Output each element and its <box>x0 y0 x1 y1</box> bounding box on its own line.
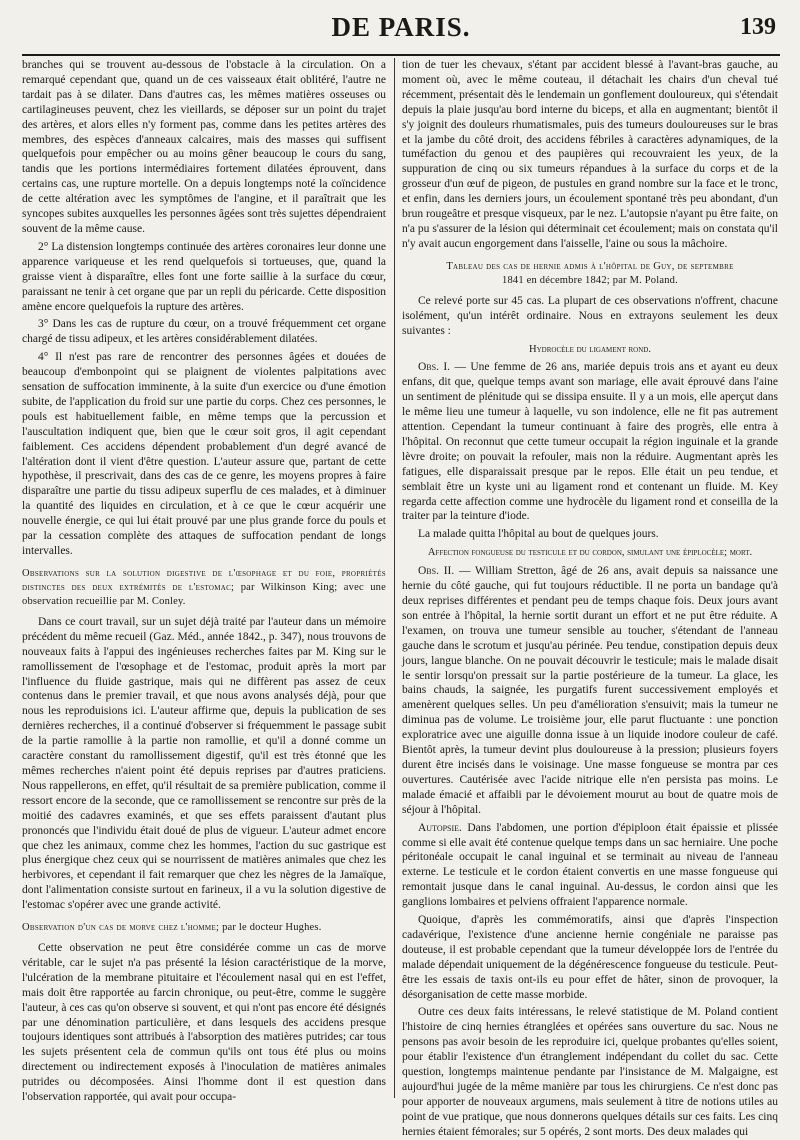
paragraph: 3° Dans les cas de rupture du cœur, on a trouvé fréquemment cet organe chargé de tissu adipeux, et les artères considérablement dilatées. <box>22 318 386 346</box>
observation-text: — Une femme de 26 ans, mariée depuis trois ans et ayant eu deux enfans, dit que, quelque temps avant son mariage, elle avait éprouvé dans l'aine un sentiment de plénitude qui se dissipa ensuite. Il y a un mois, elle aperçut dans le même lieu une tumeur à laquelle, vu son indolence, elle ne fit pas autrement attention. Cependant la tumeur continuant à faire des progrès, elle entra à l'hôpital. On reconnut que cette tumeur occupait la région inguinale et la grande lèvre droite; on pouvait la refouler, mais non la réduire. Augmentant après les fatigues, elle disparaissait presque par le repos. Elle était un peu tendue, et semblait être un kyste uni au ligament rond et contenant un fluide. M. Key regarda cette affection comme une hydrocèle du ligament rond et conseilla de la traiter par la teinture d'iode. <box>402 361 779 523</box>
section-heading <box>22 921 386 935</box>
paragraph: Outre ces deux faits intéressans, le relevé statistique de M. Poland contient l'histoire de cinq hernies étranglées et opérées sans ouverture du sac. Nous ne pensons pas avoir besoin de les reproduire ici, quelque probantes qu'elles soient, pour établir l'existence d'un étranglement indépendant du collet du sac. Cette question, longtemps maintenue pendante par l'insistance de M. Malgaigne, est aujourd'hui jugée de la même manière par tous les chirurgiens. Ce n'est donc pas pour apporter de nouveaux argumens, mais seulement à titre de notions utiles au point de vue pratique, que nous donnerons quelques détails sur ces faits. Les cinq hernies étaient fémorales; sur 5 opérés, 2 sont morts. Des deux malades qui <box>402 1006 778 1138</box>
subsection-heading: Hydrocèle du ligament rond. <box>529 343 651 355</box>
section-heading-title: Tableau des cas de hernie admis à l'hôpital de Guy, de septembre <box>446 260 734 272</box>
section-heading-author: 1841 en décembre 1842; par M. Poland. <box>502 274 678 286</box>
section-heading <box>402 260 778 288</box>
paragraph: La malade quitta l'hôpital au bout de quelques jours. <box>418 528 659 541</box>
observation <box>402 564 778 817</box>
paragraph: Cette observation ne peut être considérée comme un cas de morve véritable, car le sujet n'a pas présenté la lésion caractéristique de la morve, l'ulcération de la membrane pituitaire et l'écoulement nasal qui en est l'effet, mais doit être rapportée au farcin chronique, ou peut-être, comme le suggère l'auteur, à ces cas qu'on observe si souvent, et qui n'ont pas encore été désignés par une dénomination particulière, et dans lesquels des accidens presque toujours identiques sont attribués à l'absorption des matières putrides; car tous les sujets présentent cela de commun qu'ils ont tous été plus ou moins directement ou indirectement exposés à l'inoculation de matières animales putrides ou décomposées. Ainsi l'homme dont il est question dans l'observation rapportée, qui avait pour occupa- <box>22 942 386 1104</box>
autopsy-label: Autopsie. <box>418 821 462 834</box>
observation-text: — William Stretton, âgé de 26 ans, avait depuis sa naissance une hernie du côté gauche, qui fut toujours réductible. Il ne porta un bandage qu'à deux reprises différentes et pendant peu de temps chaque fois. Deux jours avant son entrée à l'hôpital, la hernie sortit durant un effort et ne put être réduite. A l'examen, on trouva une tumeur sensible au toucher, s'étendant de l'anneau gauche dans le scrotum et jusqu'au périnée. Peu tendue, constipation depuis deux jours, langue blanche. On ne pouvait découvrir le testicule; mais le malade disait le sentir lorsqu'on pressait sur la partie postérieure de la tumeur. La glace, les bains chauds, la saignée, les purgatifs furent successivement employés et amenèrent quelques selles. Un peu d'amélioration s'ensuivit; mais la tumeur ne diminua pas de volume. Le troisième jour, elle parut fluctuante : une ponction exploratrice avec une aiguille donna issue à un liquide inodore couleur de café. Bientôt après, la tumeur devint plus douloureuse à la pression; plusieurs foyers durent être incisés dans le voisinage. Une masse fongueuse se montra par ces ouvertures. Cautérisée avec l'acide nitrique elle n'en persista pas moins. Le malade émacié et affaibli par le dévoiement mourut au bout de quatre mois de séjour à l'hôpital. <box>402 565 778 816</box>
observation-label: Obs. II. <box>418 565 455 578</box>
right-column <box>402 58 779 1138</box>
paragraph: Quoique, d'après les commémoratifs, ainsi que d'après l'inspection cadavérique, l'existence d'une ancienne hernie congéniale ne paraisse pas douteuse, il est probable cependant que la tumeur développée lors de l'entrée du malade dépendait uniquement de la dégénérescence fongueuse du testicule. Peut-être les essais de taxis ont-ils eu pour effet de hâter, sinon de provoquer, la désorganisation de cette masse morbide. <box>402 914 778 1001</box>
subsection-heading: Affection fongueuse du testicule et du cordon, simulant une épiplocèle; mort. <box>427 547 753 559</box>
page-number: 139 <box>740 14 776 40</box>
paragraph: 2° La distension longtemps continuée des artères coronaires leur donne une apparence variqueuse et les rend quelquefois si tortueuses, que, quand la graisse vient à disparaître, elles font une forte saillie à la surface du cœur, paraissant ne tenir à cet organe que par un repli du péricarde. Cette disposition amène encore quelquefois la rupture des artères. <box>22 240 386 313</box>
paragraph: Ce relevé porte sur 45 cas. La plupart de ces observations n'offrent, chacune isolément, qu'un intérêt ordinaire. Nous en extrayons seulement les deux suivantes : <box>402 294 778 337</box>
observation <box>402 360 778 524</box>
paragraph: 4° Il n'est pas rare de rencontrer des personnes âgées et douées de beaucoup d'embonpoint qui se plaignent de violentes palpitations avec sensation de suffocation imminente, à la suite d'un exercice ou d'une émotion subite, de l'application du froid sur une partie du corps. Chez ces personnes, le pouls est habituellement faible, en même temps que la percussion et l'auscultation indiquent que, bien que le cœur soit gros, il agit cependant faiblement. Ces accidens dépendent probablement d'un degré avancé de l'altération dont il vient d'être question. L'auteur assure que, partant de cette hypothèse, il prescrivait, dans des cas de ce genre, les moyens propres à faire disparaître une partie du tissu adipeux superflu de ces malades, et à diminuer la quantité des liquides en circulation, et à ce que le cœur acquérir une nouvelle énergie, ce qui lui était prouvé par une plus grande force du pouls et par la cessation complète des attaques de suffocation pendant de longs intervalles. <box>22 351 386 557</box>
column-divider <box>394 58 395 1098</box>
paragraph: Dans ce court travail, sur un sujet déjà traité par l'auteur dans un mémoire précédent du même recueil (Gaz. Méd., année 1842., p. 347), nous trouvons de nouveaux faits à l'appui des ingénieuses recherches faites par M. King sur le ramollissement de l'œsophage et de l'estomac, produit après la mort par l'influence du fluide gastrique, mais qui ne diffèrent pas assez de ceux contenus dans le premier travail, et que nous avons analysés déjà, pour que nous les reproduisions ici. L'auteur affirme que, depuis la publication de ses dernières recherches, il a continué d'observer si fréquemment le passage subit de la partie ramollie à la partie non ramollie, et qu'il a donné comme un caractère constant du ramollissement digestif, qu'il est très étonné que les mêmes recherches n'aient point été depuis reprises par d'autres praticiens. Nous rappellerons, en effet, qu'il résultait de sa première publication, comme il ressort encore de la seconde, que ce ramollissement se rencontre sur près de la moitié des cadavres examinés, et que ses effets paraissent d'autant plus prononcés que l'individu était doué de plus de vigueur. L'auteur admet encore que chez les animaux, comme chez les hommes, l'action du suc gastrique est plus énergique chez ceux qui se nourrissent de matières animales que chez les herbivores, et cependant il fait remarquer que chez les nègres de la Jamaïque, dont l'alimentation consiste surtout en farineux, il a vu la solution digestive de l'estomac s'opérer avec une grande activité. <box>22 615 386 912</box>
paragraph: branches qui se trouvent au-dessous de l'obstacle à la circulation. On a remarqué cependant que, quand un de ces vaisseaux était oblitéré, l'autre ne tardait pas à se dilater. Dans d'autres cas, les mêmes matières osseuses ou cartilagineuses peuvent, chez les vieillards, se déposer sur un point du trajet des artères, et alors elles n'y forment pas, comme dans les petites artères des membres, des espèces d'anneaux calcaires, mais des masses qui suffisent quelquefois pour empêcher ou au moins gêner beaucoup le cours du sang, tandis que les portions intermédiaires fortement dilatées éprouvent, dans certains cas, une rupture mortelle. On a depuis longtemps noté la coïncidence de cette altération avec les symptômes de l'angine, et il paraîtrait que les syncopes subites auxquelles les personnes âgées sont très sujettes dépendraient souvent de la même cause. <box>22 59 386 235</box>
section-heading-title: Observation d'un cas de morve chez l'homme; <box>22 922 220 934</box>
section-heading-author: par le docteur Hughes. <box>219 922 322 934</box>
section-heading <box>22 567 386 609</box>
paragraph: tion de tuer les chevaux, s'étant par accident blessé à l'avant-bras gauche, au moment où, avec le même couteau, il détachait les chairs d'un cheval tué récemment, présentait dès le lendemain un gonflement douloureux, qui s'étendait depuis la plaie jusqu'au bord interne du biceps, et alla en augmentant; bientôt il s'y joignit des douleurs rhumatismales, puis des tumeurs douloureuses sur le bras et la jambe du côté droit, des accidens fébriles à caractères adynamiques, de la tuméfaction du genou et des paupières qui recouvraient les yeux, de la suppuration de cinq ou six tumeurs répandues à la surface du corps et de la grosseur d'un œuf de pigeon, de pustules en grand nombre sur la face et le tronc, et enfin, dans les derniers jours, un écoulement spontané très peu abondant, d'un brun rougeâtre et presque visqueux, par le nez. L'autopsie n'ayant pu être faite, on n'a pu s'assurer de la lésion qui déterminait cet écoulement; mais on constata qu'il n'y avait aucun engorgement dans l'aisselle, l'aine ou sous la mâchoire. <box>402 59 778 250</box>
autopsy <box>402 821 778 910</box>
section-heading-title: Observations sur la solution digestive de l'œsophage et du foie, propriétés distinctes des deux extrémités de l'estomac; <box>22 567 386 593</box>
running-title: DE PARIS. <box>331 12 471 42</box>
page-header <box>22 8 780 56</box>
left-column <box>22 58 386 1103</box>
observation-label: Obs. I. <box>418 361 451 374</box>
section-heading-author: par Wilkinson King; avec une observation recueillie par M. Conley. <box>22 581 386 607</box>
autopsy-text: Dans l'abdomen, une portion d'épiploon était épaissie et plissée comme si elle avait été contenue quelque temps dans un sac herniaire. Une poche péritonéale occupait le canal inguinal et se terminait au niveau de l'anneau externe. Le testicule et le cordon étaient convertis en une masse fongueuse qui remontait jusque dans le canal inguinal. Au-dessus, le cordon ainsi que les ganglions lombaires et pelviens offraient l'apparence normale. <box>402 821 778 909</box>
